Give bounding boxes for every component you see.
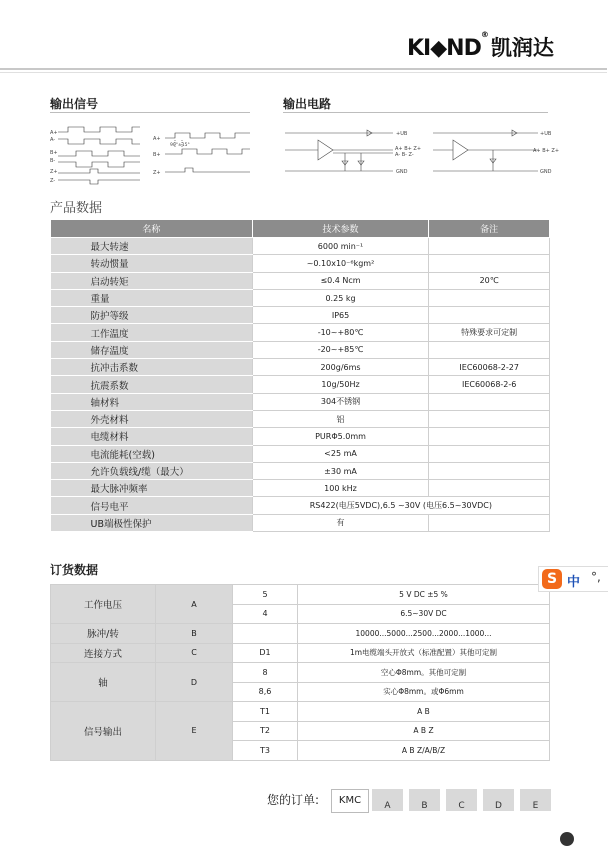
section-title-product-data: 产品数据 (50, 201, 103, 216)
label-a-minus: A- (50, 137, 56, 143)
table-row (51, 428, 550, 445)
order-group-letter: E (156, 702, 233, 761)
label-z-plus-2: Z+ (153, 170, 161, 176)
product-data-table (50, 219, 550, 532)
order-option-code: 8,6 (233, 682, 298, 702)
header-note: 备注 (429, 220, 550, 238)
row-note (429, 255, 550, 272)
order-group-name: 连接方式 (51, 643, 156, 663)
row-name: 外壳材料 (51, 410, 253, 427)
row-spec: ~0.10x10⁻⁶kgm² (252, 255, 429, 272)
label-a-plus: A+ (50, 130, 58, 136)
table-row (51, 643, 550, 663)
output-circuit-diagram (283, 125, 560, 180)
table-row (51, 585, 550, 605)
row-note (429, 514, 550, 531)
row-name: 工作温度 (51, 324, 253, 341)
order-group-letter: C (156, 643, 233, 663)
row-name: 最大脉冲频率 (51, 480, 253, 497)
row-name: 抗冲击系数 (51, 359, 253, 376)
table-row (51, 255, 550, 272)
order-group-letter: D (156, 663, 233, 702)
header-divider-thin (0, 72, 607, 73)
label-a-plus-2: A+ (153, 136, 161, 142)
row-name: 重量 (51, 289, 253, 306)
order-option-code: T3 (233, 741, 298, 761)
brand-logo: KI◆ND ® 凯润达 (407, 30, 554, 61)
row-spec: 铝 (252, 410, 429, 427)
row-spec: 304不锈钢 (252, 393, 429, 410)
order-code-box-c[interactable]: C (446, 789, 477, 811)
order-code-label: 您的订单: (267, 793, 320, 807)
row-spec: IP65 (252, 307, 429, 324)
order-option-code (233, 624, 298, 644)
label-abz-minus: A- B- Z- (395, 152, 414, 158)
row-note (429, 238, 550, 255)
order-code-box-b[interactable]: B (409, 789, 440, 811)
order-option-code: T2 (233, 721, 298, 741)
label-z-plus: Z+ (50, 169, 58, 175)
section-title-order-data: 订货数据 (50, 563, 99, 577)
order-code-box-a[interactable]: A (372, 789, 403, 811)
row-name: 轴材料 (51, 393, 253, 410)
order-group-name: 脉冲/转 (51, 624, 156, 644)
order-option-code: D1 (233, 643, 298, 663)
label-b-minus: B- (50, 158, 56, 164)
row-spec: RS422(电压5VDC),6.5 ~30V (电压6.5~30VDC) (252, 497, 549, 514)
row-spec: 0.25 kg (252, 289, 429, 306)
order-option-desc: 6.5~30V DC (298, 604, 550, 624)
row-name: 抗震系数 (51, 376, 253, 393)
table-row (51, 410, 550, 427)
table-row (51, 445, 550, 462)
order-option-code: 5 (233, 585, 298, 605)
label-gnd-2: GND (540, 169, 552, 175)
label-z-minus: Z- (50, 178, 56, 184)
header-name: 名称 (51, 220, 253, 238)
table-row (51, 462, 550, 479)
order-option-desc: 10000...5000...2500...2000...1000... (298, 624, 550, 644)
row-spec: ±30 mA (252, 462, 429, 479)
order-option-desc: A B Z (298, 721, 550, 741)
header-spec: 技术参数 (252, 220, 429, 238)
ime-punct-icon: °, (591, 570, 601, 584)
row-note (429, 307, 550, 324)
order-option-code: 4 (233, 604, 298, 624)
row-spec: 有 (252, 514, 429, 531)
row-spec: PURΦ5.0mm (252, 428, 429, 445)
row-name: 信号电平 (51, 497, 253, 514)
order-option-desc: 实心Φ8mm。或Φ6mm (298, 682, 550, 702)
label-abz: A+ B+ Z+ (395, 146, 422, 152)
order-option-desc: A B Z/A/B/Z (298, 741, 550, 761)
order-code-box-e[interactable]: E (520, 789, 551, 811)
order-option-code: 8 (233, 663, 298, 683)
row-note (429, 480, 550, 497)
signal-waveform-diagram (50, 125, 260, 185)
row-name: 启动转矩 (51, 272, 253, 289)
row-spec: 6000 min⁻¹ (252, 238, 429, 255)
table-row (51, 238, 550, 255)
order-group-name: 工作电压 (51, 585, 156, 624)
ime-logo-icon: S (542, 569, 562, 589)
table-row (51, 663, 550, 683)
table-row (51, 497, 550, 514)
order-group-letter: B (156, 624, 233, 644)
order-code-box-d[interactable]: D (483, 789, 514, 811)
order-option-desc: 1m电缆端头开放式（标准配置）其他可定制 (298, 643, 550, 663)
row-note (429, 341, 550, 358)
ime-badge[interactable] (538, 566, 608, 592)
order-code-prefix: KMC (331, 789, 369, 813)
table-row (51, 393, 550, 410)
section-title-output-signal: 输出信号 (50, 97, 99, 111)
table-row (51, 307, 550, 324)
row-name: 转动惯量 (51, 255, 253, 272)
row-spec: -10~+80℃ (252, 324, 429, 341)
row-name: 防护等级 (51, 307, 253, 324)
table-row (51, 376, 550, 393)
label-ub-2: +UB (540, 131, 552, 137)
order-option-desc: 5 V DC ±5 % (298, 585, 550, 605)
row-note (429, 428, 550, 445)
row-spec: -20~+85℃ (252, 341, 429, 358)
table-header-row (51, 220, 550, 238)
row-name: 电流能耗(空载) (51, 445, 253, 462)
row-note: 20℃ (429, 272, 550, 289)
label-ub: +UB (396, 131, 408, 137)
row-note: 特殊要求可定制 (429, 324, 550, 341)
order-group-letter: A (156, 585, 233, 624)
row-note (429, 289, 550, 306)
order-option-desc: A B (298, 702, 550, 722)
header-divider (0, 68, 607, 70)
row-note (429, 393, 550, 410)
section-underline (283, 112, 548, 113)
row-spec: ≤0.4 Ncm (252, 272, 429, 289)
order-option-desc: 空心Φ8mm。其他可定制 (298, 663, 550, 683)
table-row (51, 359, 550, 376)
row-spec: <25 mA (252, 445, 429, 462)
row-spec: 10g/50Hz (252, 376, 429, 393)
row-name: 最大转速 (51, 238, 253, 255)
section-title-output-circuit: 输出电路 (283, 97, 332, 111)
order-data-table (50, 584, 550, 761)
table-row (51, 480, 550, 497)
table-row (51, 624, 550, 644)
row-note: IEC60068-2-6 (429, 376, 550, 393)
table-row (51, 289, 550, 306)
order-group-name: 轴 (51, 663, 156, 702)
table-row (51, 702, 550, 722)
order-option-code: T1 (233, 702, 298, 722)
label-gnd: GND (396, 169, 408, 175)
order-group-name: 信号输出 (51, 702, 156, 761)
row-name: 储存温度 (51, 341, 253, 358)
row-spec: 100 kHz (252, 480, 429, 497)
label-abz-2: A+ B+ Z+ (533, 148, 560, 154)
row-note: IEC60068-2-27 (429, 359, 550, 376)
row-note (429, 462, 550, 479)
section-underline (50, 112, 250, 113)
label-b-plus-2: B+ (153, 152, 161, 158)
table-row (51, 272, 550, 289)
ime-mode-label: 中 (567, 575, 581, 590)
row-name: UB端极性保护 (51, 514, 253, 531)
row-note (429, 410, 550, 427)
row-name: 允许负载线/缆（最大） (51, 462, 253, 479)
table-row (51, 341, 550, 358)
row-spec: 200g/6ms (252, 359, 429, 376)
label-phase: 90°±15° (170, 143, 190, 148)
row-name: 电缆材料 (51, 428, 253, 445)
page-marker-icon (560, 832, 574, 846)
row-note (429, 445, 550, 462)
label-b-plus: B+ (50, 150, 58, 156)
table-row (51, 514, 550, 531)
table-row (51, 324, 550, 341)
